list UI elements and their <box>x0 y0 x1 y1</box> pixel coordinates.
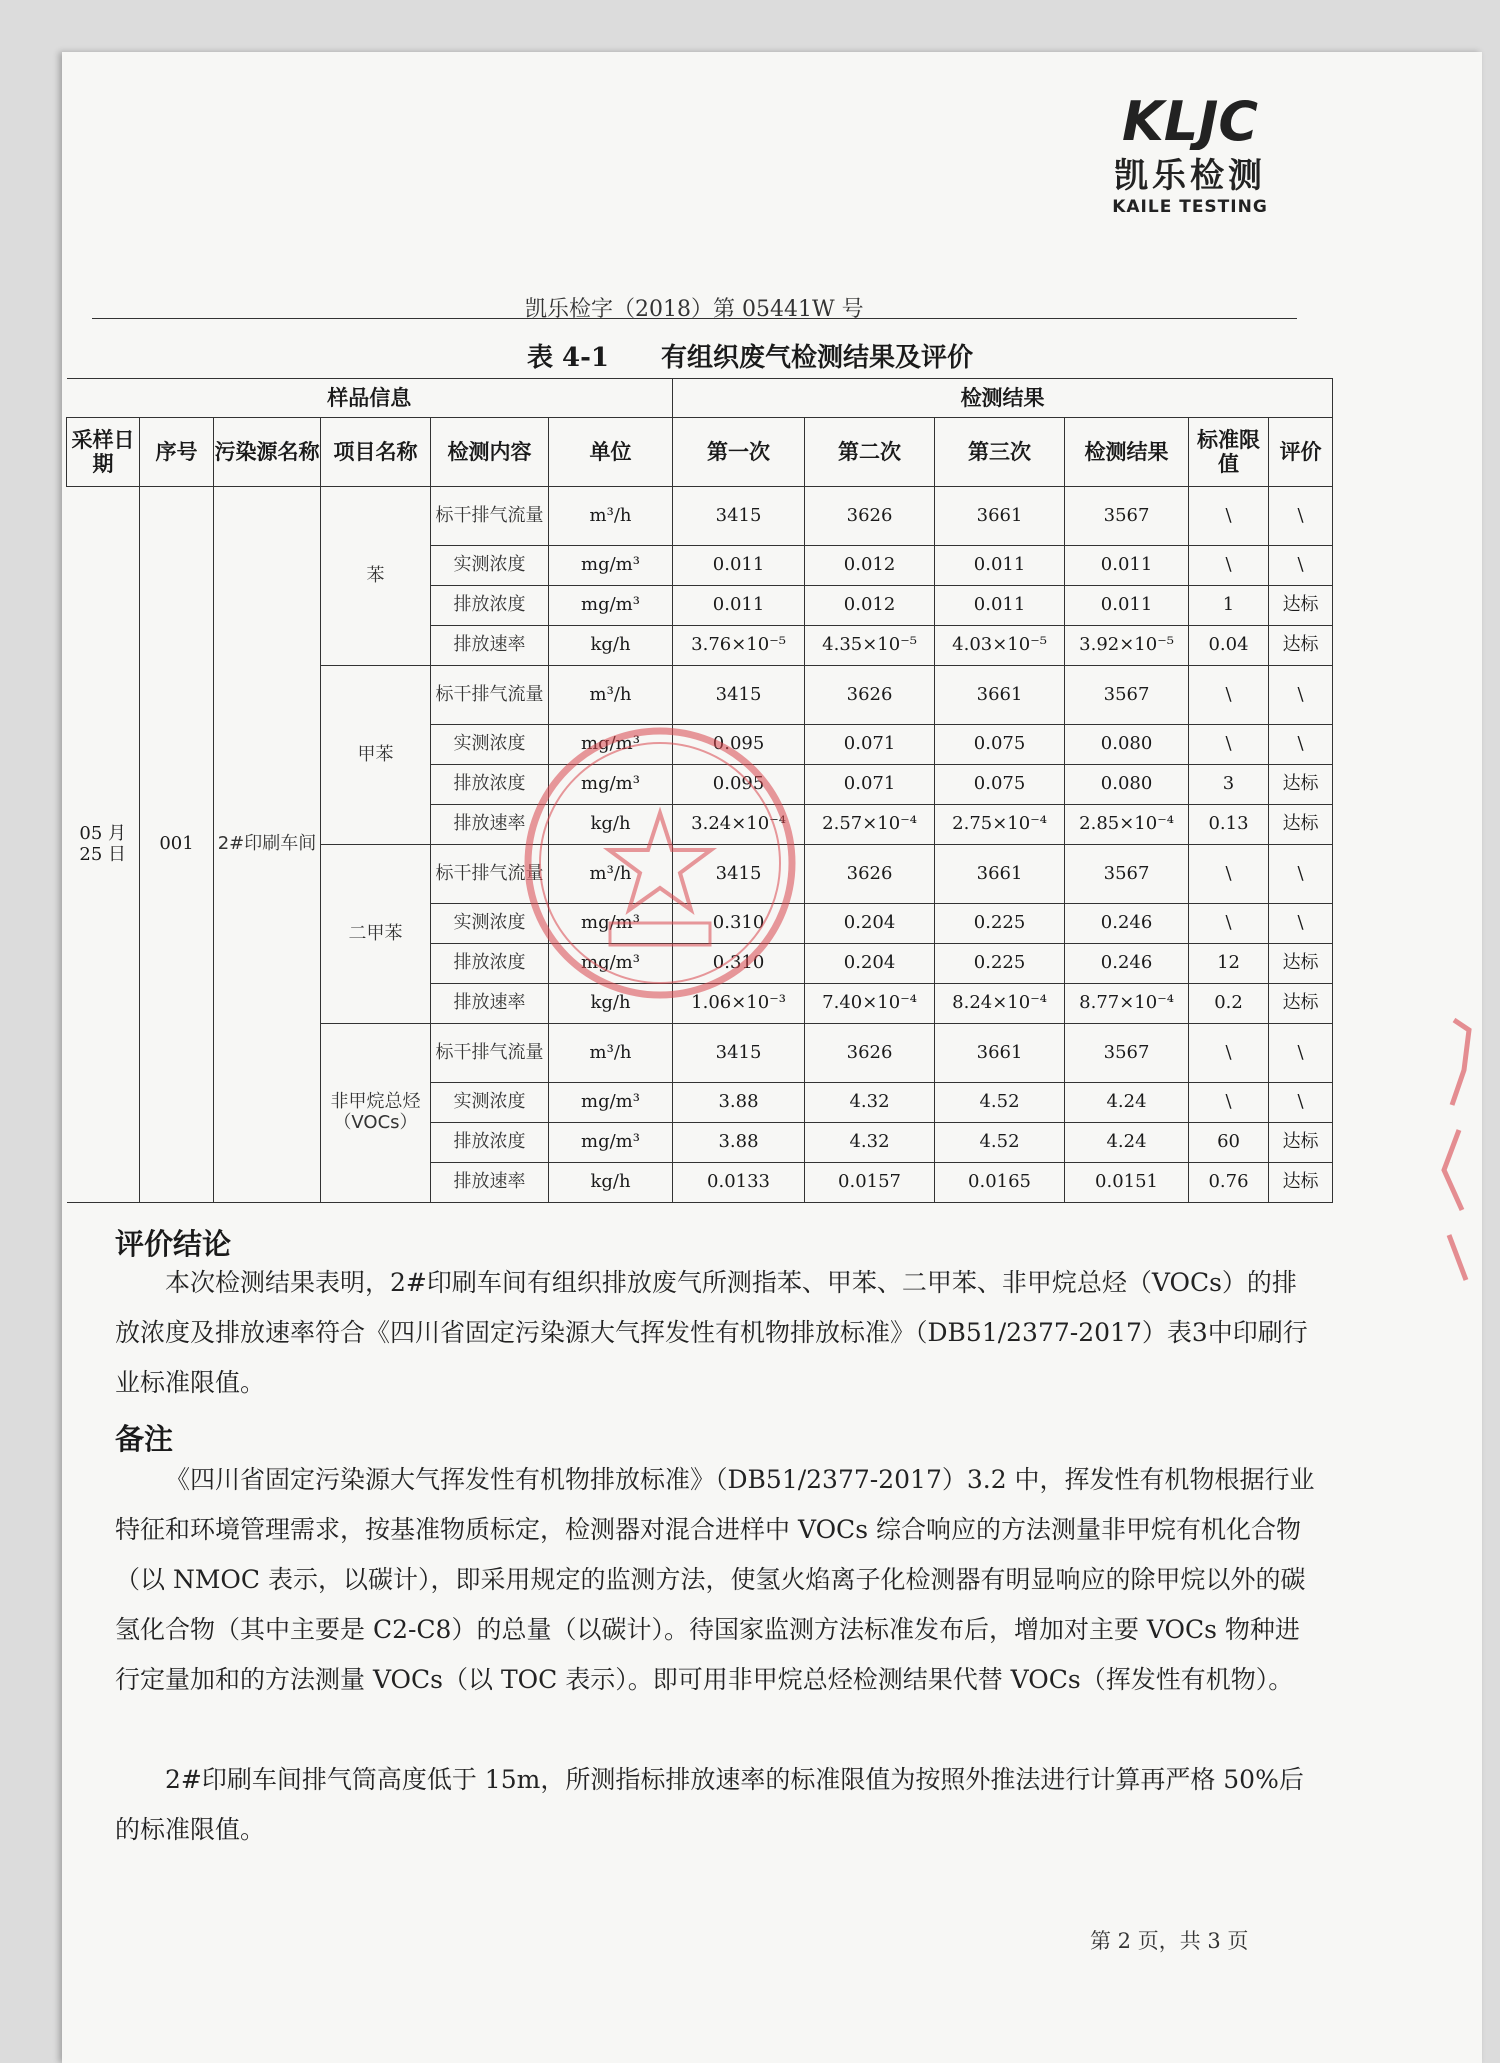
col-header-seq: 序号 <box>140 418 214 487</box>
first-cell: 0.310 <box>673 944 805 984</box>
remarks-paragraph-2: 2#印刷车间排气筒高度低于 15m，所测指标排放速率的标准限值为按照外推法进行计算再严格 50%后的标准限值。 <box>115 1765 1304 1844</box>
result-cell: 3567 <box>1065 845 1189 904</box>
first-cell: 3415 <box>673 1024 805 1083</box>
third-cell: 0.0165 <box>935 1163 1065 1203</box>
second-cell: 3626 <box>805 666 935 725</box>
table-title: 表 4-1 有组织废气检测结果及评价 <box>526 343 974 373</box>
header-divider <box>92 318 1297 319</box>
limit-cell: 12 <box>1189 944 1269 984</box>
content-cell: 排放浓度 <box>431 765 549 805</box>
unit-cell: kg/h <box>549 1163 673 1203</box>
results-header: 检测结果 <box>673 379 1333 418</box>
limit-cell: 3 <box>1189 765 1269 805</box>
unit-cell: m³/h <box>549 845 673 904</box>
second-cell: 4.35×10⁻⁵ <box>805 626 935 666</box>
content-cell: 标干排气流量 <box>431 1024 549 1083</box>
eval-cell: 达标 <box>1269 626 1333 666</box>
eval-cell: 达标 <box>1269 765 1333 805</box>
eval-cell: \ <box>1269 666 1333 725</box>
result-cell: 3567 <box>1065 666 1189 725</box>
eval-cell: \ <box>1269 1083 1333 1123</box>
content-cell: 标干排气流量 <box>431 666 549 725</box>
col-header-date: 采样日期 <box>67 418 140 487</box>
limit-cell: 0.13 <box>1189 805 1269 845</box>
third-cell: 3661 <box>935 666 1065 725</box>
limit-cell: \ <box>1189 1083 1269 1123</box>
result-cell: 2.85×10⁻⁴ <box>1065 805 1189 845</box>
col-header-first: 第一次 <box>673 418 805 487</box>
eval-cell: \ <box>1269 546 1333 586</box>
eval-cell: 达标 <box>1269 805 1333 845</box>
eval-cell: \ <box>1269 725 1333 765</box>
limit-cell: \ <box>1189 845 1269 904</box>
first-cell: 3415 <box>673 487 805 546</box>
second-cell: 3626 <box>805 487 935 546</box>
third-cell: 4.03×10⁻⁵ <box>935 626 1065 666</box>
result-cell: 4.24 <box>1065 1083 1189 1123</box>
result-cell: 8.77×10⁻⁴ <box>1065 984 1189 1024</box>
second-cell: 0.0157 <box>805 1163 935 1203</box>
second-cell: 0.204 <box>805 944 935 984</box>
first-cell: 0.310 <box>673 904 805 944</box>
third-cell: 2.75×10⁻⁴ <box>935 805 1065 845</box>
limit-cell: 0.2 <box>1189 984 1269 1024</box>
limit-cell: \ <box>1189 487 1269 546</box>
eval-cell: 达标 <box>1269 586 1333 626</box>
result-cell: 3567 <box>1065 1024 1189 1083</box>
limit-cell: \ <box>1189 725 1269 765</box>
limit-cell: 60 <box>1189 1123 1269 1163</box>
col-header-source: 污染源名称 <box>214 418 321 487</box>
content-cell: 实测浓度 <box>431 546 549 586</box>
third-cell: 0.225 <box>935 944 1065 984</box>
item-name-cell: 二甲苯 <box>321 845 431 1024</box>
first-cell: 1.06×10⁻³ <box>673 984 805 1024</box>
second-cell: 4.32 <box>805 1123 935 1163</box>
second-cell: 3626 <box>805 845 935 904</box>
table-row <box>67 487 1333 546</box>
result-cell: 0.080 <box>1065 725 1189 765</box>
first-cell: 3.88 <box>673 1083 805 1123</box>
eval-cell: \ <box>1269 845 1333 904</box>
first-cell: 0.095 <box>673 765 805 805</box>
third-cell: 3661 <box>935 845 1065 904</box>
content-cell: 标干排气流量 <box>431 845 549 904</box>
limit-cell: \ <box>1189 904 1269 944</box>
second-cell: 0.012 <box>805 586 935 626</box>
item-name-cell: 苯 <box>321 487 431 666</box>
sample-info-header: 样品信息 <box>67 379 673 418</box>
unit-cell: mg/m³ <box>549 944 673 984</box>
eval-cell: \ <box>1269 1024 1333 1083</box>
limit-cell: 0.76 <box>1189 1163 1269 1203</box>
result-cell: 0.246 <box>1065 944 1189 984</box>
col-header-third: 第三次 <box>935 418 1065 487</box>
content-cell: 排放浓度 <box>431 944 549 984</box>
first-cell: 3415 <box>673 845 805 904</box>
unit-cell: mg/m³ <box>549 546 673 586</box>
eval-cell: 达标 <box>1269 1163 1333 1203</box>
remarks-heading: 备注 <box>115 1422 174 1456</box>
result-cell: 0.0151 <box>1065 1163 1189 1203</box>
eval-cell: \ <box>1269 904 1333 944</box>
result-cell: 0.080 <box>1065 765 1189 805</box>
source-cell: 2#印刷车间 <box>214 487 321 1203</box>
results-table <box>66 378 1333 1203</box>
col-header-item: 项目名称 <box>321 418 431 487</box>
second-cell: 4.32 <box>805 1083 935 1123</box>
eval-cell: 达标 <box>1269 1123 1333 1163</box>
eval-cell: 达标 <box>1269 984 1333 1024</box>
document-number: 凯乐检字（2018）第 05441W 号 <box>525 297 864 322</box>
content-cell: 实测浓度 <box>431 904 549 944</box>
unit-cell: m³/h <box>549 1024 673 1083</box>
content-cell: 排放速率 <box>431 1163 549 1203</box>
eval-cell: \ <box>1269 487 1333 546</box>
margin-seal-fragment <box>1424 1010 1474 1290</box>
col-header-limit: 标准限值 <box>1189 418 1269 487</box>
col-header-second: 第二次 <box>805 418 935 487</box>
unit-cell: mg/m³ <box>549 1123 673 1163</box>
content-cell: 排放浓度 <box>431 1123 549 1163</box>
unit-cell: mg/m³ <box>549 725 673 765</box>
col-header-content: 检测内容 <box>431 418 549 487</box>
third-cell: 0.011 <box>935 586 1065 626</box>
company-logo <box>1060 92 1320 217</box>
second-cell: 0.071 <box>805 765 935 805</box>
result-cell: 0.246 <box>1065 904 1189 944</box>
unit-cell: m³/h <box>549 487 673 546</box>
kljc-logo-mark <box>1105 92 1275 150</box>
unit-cell: kg/h <box>549 626 673 666</box>
content-cell: 实测浓度 <box>431 1083 549 1123</box>
limit-cell: \ <box>1189 546 1269 586</box>
conclusion-text: 本次检测结果表明，2#印刷车间有组织排放废气所测指苯、甲苯、二甲苯、非甲烷总烃（VOCs）的排放浓度及排放速率符合《四川省固定污染源大气挥发性有机物排放标准》（DB51/2377-2017）表3中印刷行业标准限值。 <box>115 1268 1308 1397</box>
result-cell: 3.92×10⁻⁵ <box>1065 626 1189 666</box>
third-cell: 0.075 <box>935 725 1065 765</box>
remarks-paragraph-1: 《四川省固定污染源大气挥发性有机物排放标准》（DB51/2377-2017）3.2 中，挥发性有机物根据行业特征和环境管理需求，按基准物质标定，检测器对混合进样中 VOCs 综合响应的方法测量非甲烷有机化合物（以 NMOC 表示，以碳计），即采用规定的监测方法，使氢火焰离子化检测器有明显响应的除甲烷以外的碳氢化合物（其中主要是 C2-C8）的总量（以碳计）。待国家监测方法标准发布后，增加对主要 VOCs 物种进行定量加和的方法测量 VOCs（以 TOC 表示）。即可用非甲烷总烃检测结果代替 VOCs（挥发性有机物）。 <box>115 1465 1315 1694</box>
unit-cell: kg/h <box>549 805 673 845</box>
third-cell: 0.225 <box>935 904 1065 944</box>
content-cell: 排放速率 <box>431 805 549 845</box>
third-cell: 3661 <box>935 487 1065 546</box>
first-cell: 3.76×10⁻⁵ <box>673 626 805 666</box>
first-cell: 3.24×10⁻⁴ <box>673 805 805 845</box>
date-cell: 05 月 25 日 <box>67 487 140 1203</box>
second-cell: 2.57×10⁻⁴ <box>805 805 935 845</box>
second-cell: 7.40×10⁻⁴ <box>805 984 935 1024</box>
content-cell: 实测浓度 <box>431 725 549 765</box>
content-cell: 排放浓度 <box>431 586 549 626</box>
third-cell: 3661 <box>935 1024 1065 1083</box>
first-cell: 0.011 <box>673 586 805 626</box>
first-cell: 0.095 <box>673 725 805 765</box>
first-cell: 0.011 <box>673 546 805 586</box>
third-cell: 8.24×10⁻⁴ <box>935 984 1065 1024</box>
col-header-eval: 评价 <box>1269 418 1333 487</box>
col-header-result: 检测结果 <box>1065 418 1189 487</box>
content-cell: 排放速率 <box>431 984 549 1024</box>
third-cell: 0.075 <box>935 765 1065 805</box>
page-footer: 第 2 页，共 3 页 <box>1090 1929 1249 1953</box>
second-cell: 0.204 <box>805 904 935 944</box>
limit-cell: 1 <box>1189 586 1269 626</box>
first-cell: 3415 <box>673 666 805 725</box>
unit-cell: mg/m³ <box>549 765 673 805</box>
limit-cell: \ <box>1189 666 1269 725</box>
item-name-cell: 非甲烷总烃（VOCs） <box>321 1024 431 1203</box>
result-cell: 0.011 <box>1065 546 1189 586</box>
first-cell: 0.0133 <box>673 1163 805 1203</box>
logo-mark-text: KLJC <box>1122 92 1258 150</box>
second-cell: 3626 <box>805 1024 935 1083</box>
unit-cell: mg/m³ <box>549 1083 673 1123</box>
conclusion-heading: 评价结论 <box>115 1227 232 1261</box>
unit-cell: mg/m³ <box>549 904 673 944</box>
unit-cell: m³/h <box>549 666 673 725</box>
content-cell: 标干排气流量 <box>431 487 549 546</box>
third-cell: 4.52 <box>935 1123 1065 1163</box>
unit-cell: kg/h <box>549 984 673 1024</box>
col-header-unit: 单位 <box>549 418 673 487</box>
second-cell: 0.012 <box>805 546 935 586</box>
unit-cell: mg/m³ <box>549 586 673 626</box>
limit-cell: \ <box>1189 1024 1269 1083</box>
limit-cell: 0.04 <box>1189 626 1269 666</box>
third-cell: 4.52 <box>935 1083 1065 1123</box>
seq-cell: 001 <box>140 487 214 1203</box>
logo-chinese-name: 凯乐检测 <box>1114 156 1266 196</box>
eval-cell: 达标 <box>1269 944 1333 984</box>
third-cell: 0.011 <box>935 546 1065 586</box>
first-cell: 3.88 <box>673 1123 805 1163</box>
content-cell: 排放速率 <box>431 626 549 666</box>
second-cell: 0.071 <box>805 725 935 765</box>
result-cell: 0.011 <box>1065 586 1189 626</box>
result-cell: 3567 <box>1065 487 1189 546</box>
logo-english-name: KAILE TESTING <box>1112 197 1268 217</box>
result-cell: 4.24 <box>1065 1123 1189 1163</box>
item-name-cell: 甲苯 <box>321 666 431 845</box>
